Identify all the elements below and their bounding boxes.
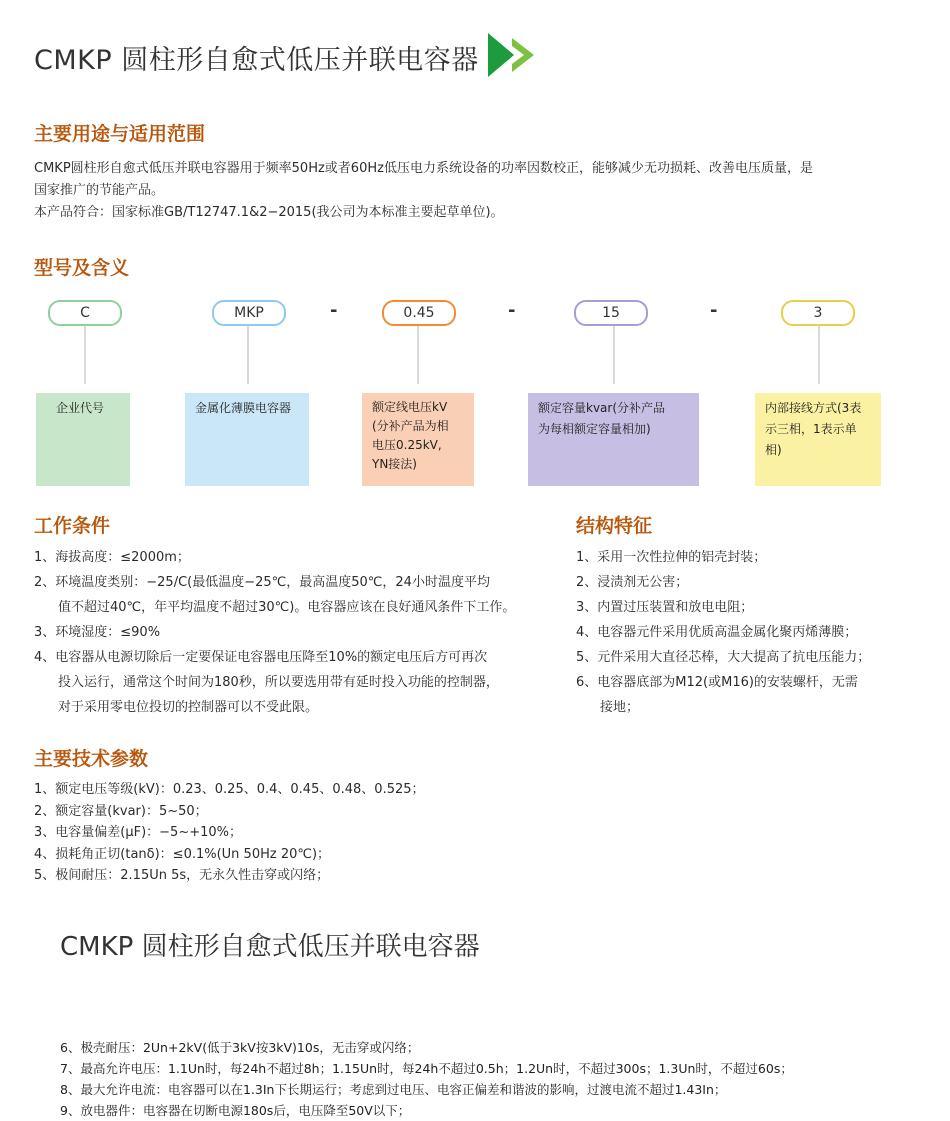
connector-line — [84, 326, 86, 384]
list-item: 6、电容器底部为M12(或M16)的安装螺杆，无需 — [576, 675, 858, 690]
double-arrow-icon — [488, 33, 544, 77]
features-list — [576, 545, 916, 720]
list-item: 2、额定容量(kvar)：5~50； — [34, 803, 208, 819]
separator-dash: - — [710, 300, 718, 321]
list-item: 1、额定电压等级(kV)：0.23、0.25、0.4、0.45、0.48、0.525； — [34, 782, 425, 797]
connector-line — [247, 326, 249, 384]
model-code-pill: MKP — [212, 300, 286, 326]
model-desc-box — [36, 393, 130, 486]
conditions-heading: 工作条件 — [34, 515, 111, 537]
separator-dash: - — [508, 300, 516, 321]
list-item: 4、电容器从电源切除后一定要保证电容器电压降至10%的额定电压后方可再次 — [34, 650, 488, 665]
features-heading: 结构特征 — [576, 515, 653, 537]
params-list — [34, 779, 425, 887]
usage-line: 本产品符合：国家标准GB/T12747.1&2−2015(我公司为本标准主要起草单位)。 — [34, 205, 504, 220]
params-heading: 主要技术参数 — [34, 748, 149, 770]
list-item: 3、环境湿度：≤90% — [34, 625, 161, 640]
params-continued-list — [60, 1037, 793, 1121]
list-item: 值不超过40℃，年平均温度不超过30℃)。电容器应该在良好通风条件下工作。 — [58, 600, 516, 615]
page-title: CMKP 圆柱形自愈式低压并联电容器 — [34, 45, 479, 76]
model-desc-line: (分补产品为相 — [372, 419, 449, 433]
connector-line — [818, 326, 820, 384]
list-item: 1、采用一次性拉伸的铝壳封装； — [576, 550, 767, 565]
model-desc-line: 金属化薄膜电容器 — [195, 401, 292, 415]
model-desc-line: 相) — [765, 443, 782, 457]
model-desc-box — [362, 393, 474, 486]
list-item: 4、电容器元件采用优质高温金属化聚丙烯薄膜； — [576, 625, 858, 640]
list-item: 2、环境温度类别：−25/C(最低温度−25℃，最高温度50℃，24小时温度平均 — [34, 575, 490, 590]
usage-line: 国家推广的节能产品。 — [34, 183, 165, 198]
model-desc-line: 电压0.25kV, — [372, 438, 442, 452]
usage-heading: 主要用途与适用范围 — [34, 123, 206, 145]
usage-line: CMKP圆柱形自愈式低压并联电容器用于频率50Hz或者60Hz低压电力系统设备的功率因数校正，能够减少无功损耗、改善电压质量，是 — [34, 161, 813, 176]
list-item: 2、浸渍剂无公害； — [576, 575, 689, 590]
list-item: 投入运行，通常这个时间为180秒，所以要选用带有延时投入功能的控制器， — [58, 675, 499, 690]
connector-line — [613, 326, 615, 384]
model-code-pill: 3 — [781, 300, 855, 326]
model-heading: 型号及含义 — [34, 257, 130, 279]
list-item: 对于采用零电位投切的控制器可以不受此限。 — [58, 700, 319, 715]
list-item: 1、海拔高度：≤2000m； — [34, 550, 190, 565]
usage-text — [34, 158, 924, 224]
model-desc-box — [528, 393, 699, 486]
model-code-pill: C — [48, 300, 122, 326]
model-desc-line: 额定容量kvar(分补产品 — [538, 401, 666, 415]
secondary-title: CMKP 圆柱形自愈式低压并联电容器 — [60, 932, 480, 962]
list-item: 3、电容量偏差(μF)：−5~+10%； — [34, 825, 243, 840]
model-code-pill: 15 — [574, 300, 648, 326]
list-item: 接地； — [600, 700, 640, 715]
list-item: 7、最高允许电压：1.1Un时，每24h不超过8h；1.15Un时，每24h不超过0.5h；1.2Un时，不超过300s；1.3Un时，不超过60s； — [60, 1061, 793, 1076]
model-desc-line: YN接法) — [372, 457, 417, 471]
list-item: 5、极间耐压：2.15Un 5s，无永久性击穿或闪络； — [34, 868, 330, 883]
list-item: 4、损耗角正切(tanδ)：≤0.1%(Un 50Hz 20℃)； — [34, 846, 331, 862]
model-desc-line: 示三相，1表示单 — [765, 422, 857, 436]
connector-line — [417, 326, 419, 384]
list-item: 3、内置过压装置和放电电阻； — [576, 600, 754, 615]
list-item: 6、极壳耐压：2Un+2kV(低于3kV按3kV)10s，无击穿或闪络； — [60, 1040, 420, 1055]
model-desc-line: 企业代号 — [56, 401, 105, 415]
list-item: 8、最大允许电流：电容器可以在1.3In下长期运行；考虑到过电压、电容正偏差和谐波的影响，过渡电流不超过1.43In； — [60, 1082, 727, 1097]
conditions-list — [34, 545, 554, 720]
model-desc-box — [755, 393, 881, 486]
separator-dash: - — [330, 300, 338, 321]
list-item: 5、元件采用大直径芯棒，大大提高了抗电压能力； — [576, 650, 871, 665]
model-desc-line: 额定线电压kV — [372, 400, 448, 414]
model-desc-line: 为每相额定容量相加) — [538, 422, 651, 436]
list-item: 9、放电器件：电容器在切断电源180s后，电压降至50V以下； — [60, 1103, 411, 1118]
model-desc-box — [185, 393, 309, 486]
model-code-pill: 0.45 — [382, 300, 456, 326]
model-desc-line: 内部接线方式(3表 — [765, 401, 862, 415]
